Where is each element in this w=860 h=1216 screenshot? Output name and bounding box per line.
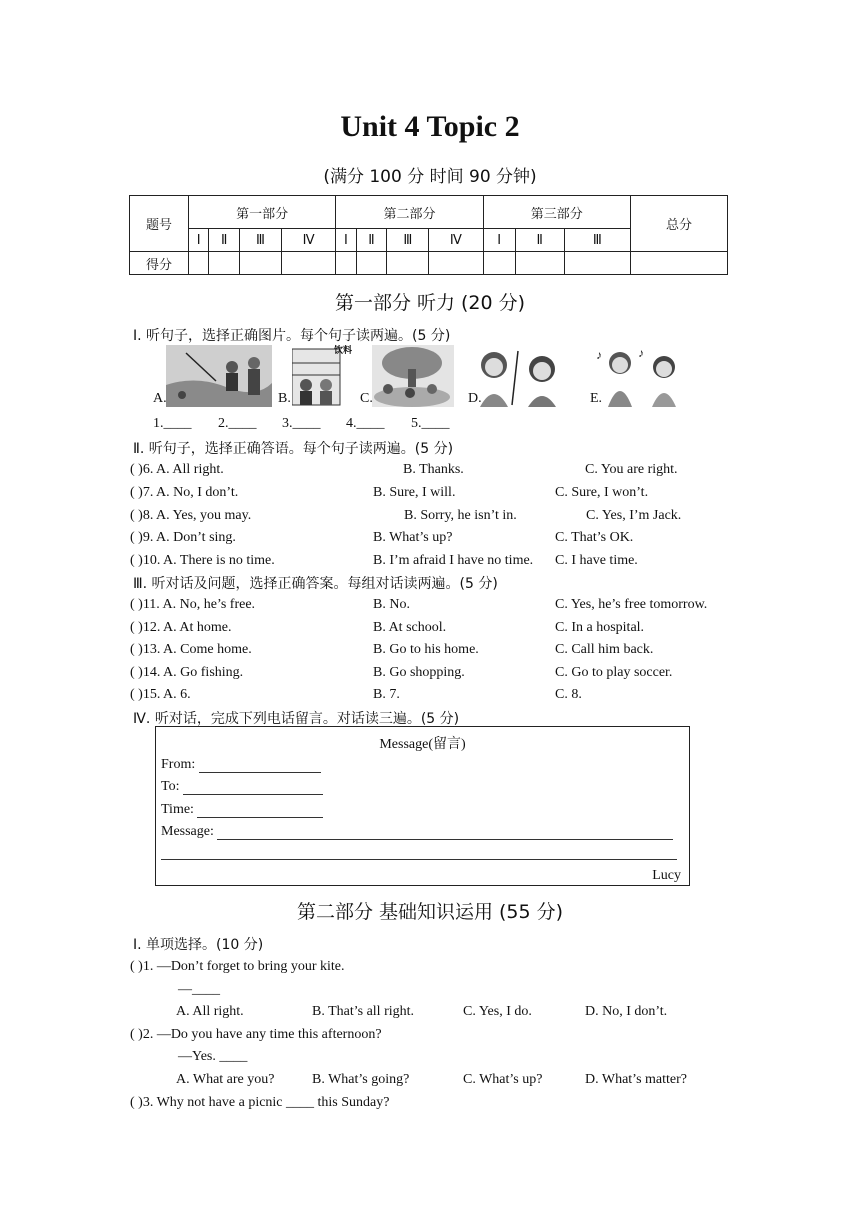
message-from-field[interactable] bbox=[199, 758, 321, 773]
page-subtitle: (满分 100 分 时间 90 分钟) bbox=[323, 167, 537, 187]
score-col: Ⅳ bbox=[429, 229, 483, 252]
question-12-b: B. At school. bbox=[373, 620, 447, 635]
question-10-b: B. I’m afraid I have no time. bbox=[373, 553, 534, 568]
part2-s1-heading: Ⅰ. 单项选择。(10 分) bbox=[133, 937, 264, 953]
message-time-field[interactable] bbox=[197, 803, 323, 818]
message-signature: Lucy bbox=[652, 868, 681, 883]
mc-question-1-c: C. Yes, I do. bbox=[463, 1004, 532, 1019]
pic-label-e: E. bbox=[590, 391, 603, 406]
question-15-b: B. 7. bbox=[373, 687, 400, 702]
question-6-b: B. Thanks. bbox=[403, 462, 464, 477]
question-11[interactable]: ( )11. A. No, he’s free. bbox=[130, 597, 256, 612]
score-col: Ⅱ bbox=[209, 229, 240, 252]
score-table-total: 总分 bbox=[631, 196, 728, 252]
score-col: Ⅲ bbox=[387, 229, 429, 252]
score-cell[interactable] bbox=[387, 252, 429, 275]
pic-label-d: D. bbox=[468, 391, 482, 406]
picture-singing bbox=[588, 345, 692, 407]
pic-label-b: B. bbox=[278, 391, 291, 406]
question-14-c: C. Go to play soccer. bbox=[555, 665, 673, 680]
message-message-label: Message: bbox=[161, 824, 214, 839]
mc-question-2-a: A. What are you? bbox=[176, 1072, 275, 1087]
part1-s2-heading: Ⅱ. 听句子，选择正确答语。每个句子读两遍。(5 分) bbox=[133, 441, 454, 457]
question-8[interactable]: ( )8. A. Yes, you may. bbox=[130, 508, 252, 523]
answer-blank-5[interactable]: 5.____ bbox=[411, 416, 450, 431]
question-10-c: C. I have time. bbox=[555, 553, 638, 568]
question-13-b: B. Go to his home. bbox=[373, 642, 479, 657]
question-15[interactable]: ( )15. A. 6. bbox=[130, 687, 191, 702]
message-from-row bbox=[161, 757, 321, 773]
score-col: Ⅱ bbox=[515, 229, 564, 252]
score-cell[interactable] bbox=[483, 252, 515, 275]
question-12-c: C. In a hospital. bbox=[555, 620, 645, 635]
mc-question-1[interactable]: ( )1. —Don’t forget to bring your kite. bbox=[130, 959, 345, 974]
picture-picnic bbox=[372, 345, 454, 407]
question-13[interactable]: ( )13. A. Come home. bbox=[130, 642, 252, 657]
mc-question-1-a: A. All right. bbox=[176, 1004, 244, 1019]
question-7-b: B. Sure, I will. bbox=[373, 485, 456, 500]
score-col: Ⅳ bbox=[281, 229, 335, 252]
score-col: Ⅲ bbox=[240, 229, 282, 252]
picture-fishing bbox=[166, 345, 272, 407]
score-cell[interactable] bbox=[429, 252, 483, 275]
score-col: Ⅰ bbox=[336, 229, 356, 252]
pic-label-a: A. bbox=[153, 391, 167, 406]
question-9[interactable]: ( )9. A. Don’t sing. bbox=[130, 530, 236, 545]
message-to-row bbox=[161, 779, 323, 795]
score-table-part2: 第二部分 bbox=[336, 196, 483, 229]
part1-heading: 第一部分 听力 (20 分) bbox=[334, 292, 526, 314]
answer-blank-1[interactable]: 1.____ bbox=[153, 416, 192, 431]
page-title: Unit 4 Topic 2 bbox=[340, 110, 520, 143]
pic-label-c: C. bbox=[360, 391, 373, 406]
message-box-title: Message(留言) bbox=[379, 737, 466, 752]
message-from-label: From: bbox=[161, 757, 196, 772]
message-to-label: To: bbox=[161, 779, 180, 794]
mc-question-2-b: B. What’s going? bbox=[312, 1072, 410, 1087]
mc-question-2-d: D. What’s matter? bbox=[585, 1072, 687, 1087]
question-14[interactable]: ( )14. A. Go fishing. bbox=[130, 665, 244, 680]
question-9-c: C. That’s OK. bbox=[555, 530, 634, 545]
score-cell[interactable] bbox=[356, 252, 387, 275]
question-7[interactable]: ( )7. A. No, I don’t. bbox=[130, 485, 239, 500]
score-cell[interactable] bbox=[240, 252, 282, 275]
part1-s4-heading: Ⅳ. 听对话，完成下列电话留言。对话读三遍。(5 分) bbox=[133, 711, 460, 727]
score-table-label-score: 得分 bbox=[130, 252, 189, 275]
part2-heading: 第二部分 基础知识运用 (55 分) bbox=[296, 901, 564, 923]
message-to-field[interactable] bbox=[183, 780, 323, 795]
score-table-label-question: 题号 bbox=[130, 196, 189, 252]
mc-question-3[interactable]: ( )3. Why not have a picnic ____ this Sunday? bbox=[130, 1095, 390, 1110]
question-6-c: C. You are right. bbox=[585, 462, 678, 477]
message-extra-line[interactable] bbox=[161, 859, 677, 860]
message-time-label: Time: bbox=[161, 802, 194, 817]
question-12[interactable]: ( )12. A. At home. bbox=[130, 620, 232, 635]
score-col: Ⅰ bbox=[189, 229, 209, 252]
answer-blank-3[interactable]: 3.____ bbox=[282, 416, 321, 431]
question-6[interactable]: ( )6. A. All right. bbox=[130, 462, 224, 477]
answer-blank-4[interactable]: 4.____ bbox=[346, 416, 385, 431]
drink-sign: 饮料 bbox=[334, 346, 353, 356]
score-table-part1: 第一部分 bbox=[189, 196, 336, 229]
score-col: Ⅰ bbox=[483, 229, 515, 252]
picture-phone-call bbox=[470, 345, 564, 407]
mc-question-2[interactable]: ( )2. —Do you have any time this afternoon? bbox=[130, 1027, 382, 1042]
message-time-row bbox=[161, 802, 323, 818]
question-8-b: B. Sorry, he isn’t in. bbox=[404, 508, 517, 523]
svg-text:♪: ♪ bbox=[596, 348, 602, 362]
question-8-c: C. Yes, I’m Jack. bbox=[586, 508, 682, 523]
score-cell-total[interactable] bbox=[631, 252, 728, 275]
mc-question-1-b: B. That’s all right. bbox=[312, 1004, 415, 1019]
score-col: Ⅲ bbox=[564, 229, 630, 252]
part1-s3-heading: Ⅲ. 听对话及问题，选择正确答案。每组对话读两遍。(5 分) bbox=[133, 576, 498, 592]
question-13-c: C. Call him back. bbox=[555, 642, 654, 657]
mc-question-1-reply: —____ bbox=[178, 982, 220, 997]
score-cell[interactable] bbox=[564, 252, 630, 275]
score-table-part3: 第三部分 bbox=[483, 196, 630, 229]
question-10[interactable]: ( )10. A. There is no time. bbox=[130, 553, 275, 568]
score-cell[interactable] bbox=[209, 252, 240, 275]
message-message-field[interactable] bbox=[217, 825, 673, 840]
mc-question-2-c: C. What’s up? bbox=[463, 1072, 543, 1087]
question-11-c: C. Yes, he’s free tomorrow. bbox=[555, 597, 708, 612]
question-11-b: B. No. bbox=[373, 597, 410, 612]
message-box bbox=[155, 726, 690, 886]
score-cell[interactable] bbox=[336, 252, 356, 275]
question-15-c: C. 8. bbox=[555, 687, 582, 702]
score-table bbox=[129, 195, 728, 275]
question-9-b: B. What’s up? bbox=[373, 530, 453, 545]
svg-text:♪: ♪ bbox=[638, 346, 644, 360]
score-cell[interactable] bbox=[281, 252, 335, 275]
score-cell[interactable] bbox=[515, 252, 564, 275]
mc-question-2-reply: —Yes. ____ bbox=[178, 1049, 248, 1064]
message-message-row bbox=[161, 824, 673, 840]
score-cell[interactable] bbox=[189, 252, 209, 275]
mc-question-1-d: D. No, I don’t. bbox=[585, 1004, 668, 1019]
question-7-c: C. Sure, I won’t. bbox=[555, 485, 649, 500]
score-col: Ⅱ bbox=[356, 229, 387, 252]
question-14-b: B. Go shopping. bbox=[373, 665, 465, 680]
part1-s1-heading: Ⅰ. 听句子，选择正确图片。每个句子读两遍。(5 分) bbox=[133, 328, 451, 344]
answer-blank-2[interactable]: 2.____ bbox=[218, 416, 257, 431]
